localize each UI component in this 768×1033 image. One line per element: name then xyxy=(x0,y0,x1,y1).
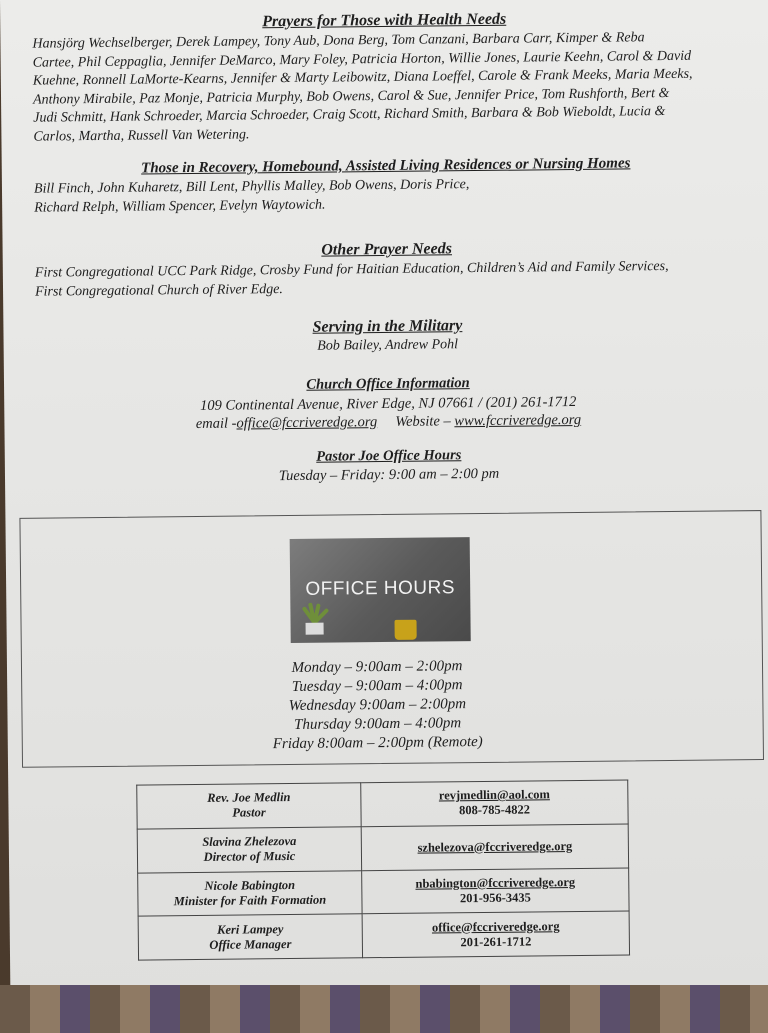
staff-name: Rev. Joe Medlin xyxy=(207,790,291,806)
office-hours-image-text: OFFICE HOURS xyxy=(305,577,456,600)
staff-title: Minister for Faith Formation xyxy=(173,892,327,909)
health-line: Anthony Mirabile, Paz Monje, Patricia Murphy, Bob Owens, Carol & Sue, Jennifer Price, Tom Rushforth, Bert & xyxy=(32,85,670,108)
pastor-hours-heading: Pastor Joe Office Hours xyxy=(316,447,462,465)
staff-email[interactable]: office@fccriveredge.org xyxy=(431,918,560,935)
website-label: Website – xyxy=(395,413,451,430)
church-office-heading: Church Office Information xyxy=(306,375,470,393)
staff-email[interactable]: nbabington@fccriveredge.org xyxy=(415,874,576,891)
office-hours-day: Friday 8:00am – 2:00pm (Remote) xyxy=(272,733,483,753)
other-prayer-section xyxy=(3,237,768,302)
staff-phone: 201-956-3435 xyxy=(459,890,531,906)
staff-directory-table xyxy=(136,779,630,960)
staff-name-cell xyxy=(138,914,362,960)
plant-icon xyxy=(296,603,332,635)
health-line: Judi Schmitt, Hank Schroeder, Marcia Schroeder, Craig Scott, Richard Smith, Barbara & Bob Wieboldt, Lucia & xyxy=(33,104,666,126)
staff-name: Keri Lampey xyxy=(217,921,284,937)
email-label: email - xyxy=(195,415,237,432)
office-hours-image xyxy=(290,537,471,643)
staff-name: Slavina Zhelezova xyxy=(202,834,297,850)
staff-phone: 201-261-1712 xyxy=(460,934,532,949)
staff-email[interactable]: revjmedlin@aol.com xyxy=(438,787,550,803)
health-section xyxy=(0,8,768,147)
military-names: Bob Bailey, Andrew Pohl xyxy=(317,337,459,354)
staff-contact-cell xyxy=(361,780,628,827)
other-prayer-line: First Congregational UCC Park Ridge, Crosby Fund for Haitian Education, Children’s Aid and Family Services, xyxy=(34,259,669,281)
office-email-link[interactable]: office@fccriveredge.org xyxy=(236,414,378,432)
health-line: Kuehne, Ronnell LaMorte-Kearns, Jennifer & Marty Leibowitz, Diana Loeffel, Carole & Frank Meeks, Maria Meeks, xyxy=(32,66,693,89)
health-line: Cartee, Phil Ceppaglia, Jennifer DeMarco, Mary Foley, Patricia Horton, Willie Jones, Laurie Keehn, Carol & David xyxy=(32,48,692,71)
table-row xyxy=(138,867,629,916)
staff-phone: 808-785-4822 xyxy=(459,802,530,818)
church-office-section xyxy=(4,372,768,435)
table-row xyxy=(137,824,628,873)
office-hours-day: Wednesday 9:00am – 2:00pm xyxy=(288,696,467,715)
office-hours-list xyxy=(227,657,528,755)
office-hours-day: Tuesday – 9:00am – 4:00pm xyxy=(291,677,463,695)
table-row xyxy=(138,911,629,960)
staff-title: Office Manager xyxy=(209,936,292,952)
staff-name-cell xyxy=(138,870,362,916)
tablecloth-background xyxy=(0,985,768,1033)
staff-contact-cell xyxy=(362,911,629,958)
church-address: 109 Continental Avenue, River Edge, NJ 07661 / (201) 261-1712 xyxy=(200,393,577,414)
table-row xyxy=(137,780,628,829)
other-prayer-heading: Other Prayer Needs xyxy=(321,240,453,259)
staff-email[interactable]: szhelezova@fccriveredge.org xyxy=(417,838,573,855)
recovery-line: Bill Finch, John Kuharetz, Bill Lent, Phyllis Malley, Bob Owens, Doris Price, xyxy=(33,177,470,197)
pastor-hours-section xyxy=(5,444,768,488)
health-line: Hansjörg Wechselberger, Derek Lampey, Tony Aub, Dona Berg, Tom Canzani, Barbara Carr, Kimper & Reba xyxy=(32,30,645,52)
mug-icon xyxy=(395,620,417,640)
staff-name: Nicole Babington xyxy=(204,877,296,893)
staff-title: Pastor xyxy=(232,805,266,820)
recovery-line: Richard Relph, William Spencer, Evelyn Waytowich. xyxy=(34,197,326,216)
health-heading: Prayers for Those with Health Needs xyxy=(262,10,507,31)
staff-contact-cell xyxy=(361,824,628,871)
other-prayer-line: First Congregational Church of River Edge. xyxy=(34,281,283,300)
recovery-section xyxy=(2,154,768,218)
office-hours-day: Monday – 9:00am – 2:00pm xyxy=(291,658,463,676)
staff-name-cell xyxy=(137,783,361,829)
health-line: Carlos, Martha, Russell Van Wetering. xyxy=(33,126,250,145)
staff-contact-cell xyxy=(362,867,629,914)
office-hours-day: Thursday 9:00am – 4:00pm xyxy=(293,715,462,733)
recovery-heading: Those in Recovery, Homebound, Assisted Living Residences or Nursing Homes xyxy=(141,155,631,177)
staff-name-cell xyxy=(137,827,361,873)
military-section xyxy=(3,314,768,358)
military-heading: Serving in the Military xyxy=(312,317,463,336)
website-link[interactable]: www.fccriveredge.org xyxy=(454,411,582,430)
staff-title: Director of Music xyxy=(203,849,296,865)
pastor-hours-text: Tuesday – Friday: 9:00 am – 2:00 pm xyxy=(278,465,500,485)
